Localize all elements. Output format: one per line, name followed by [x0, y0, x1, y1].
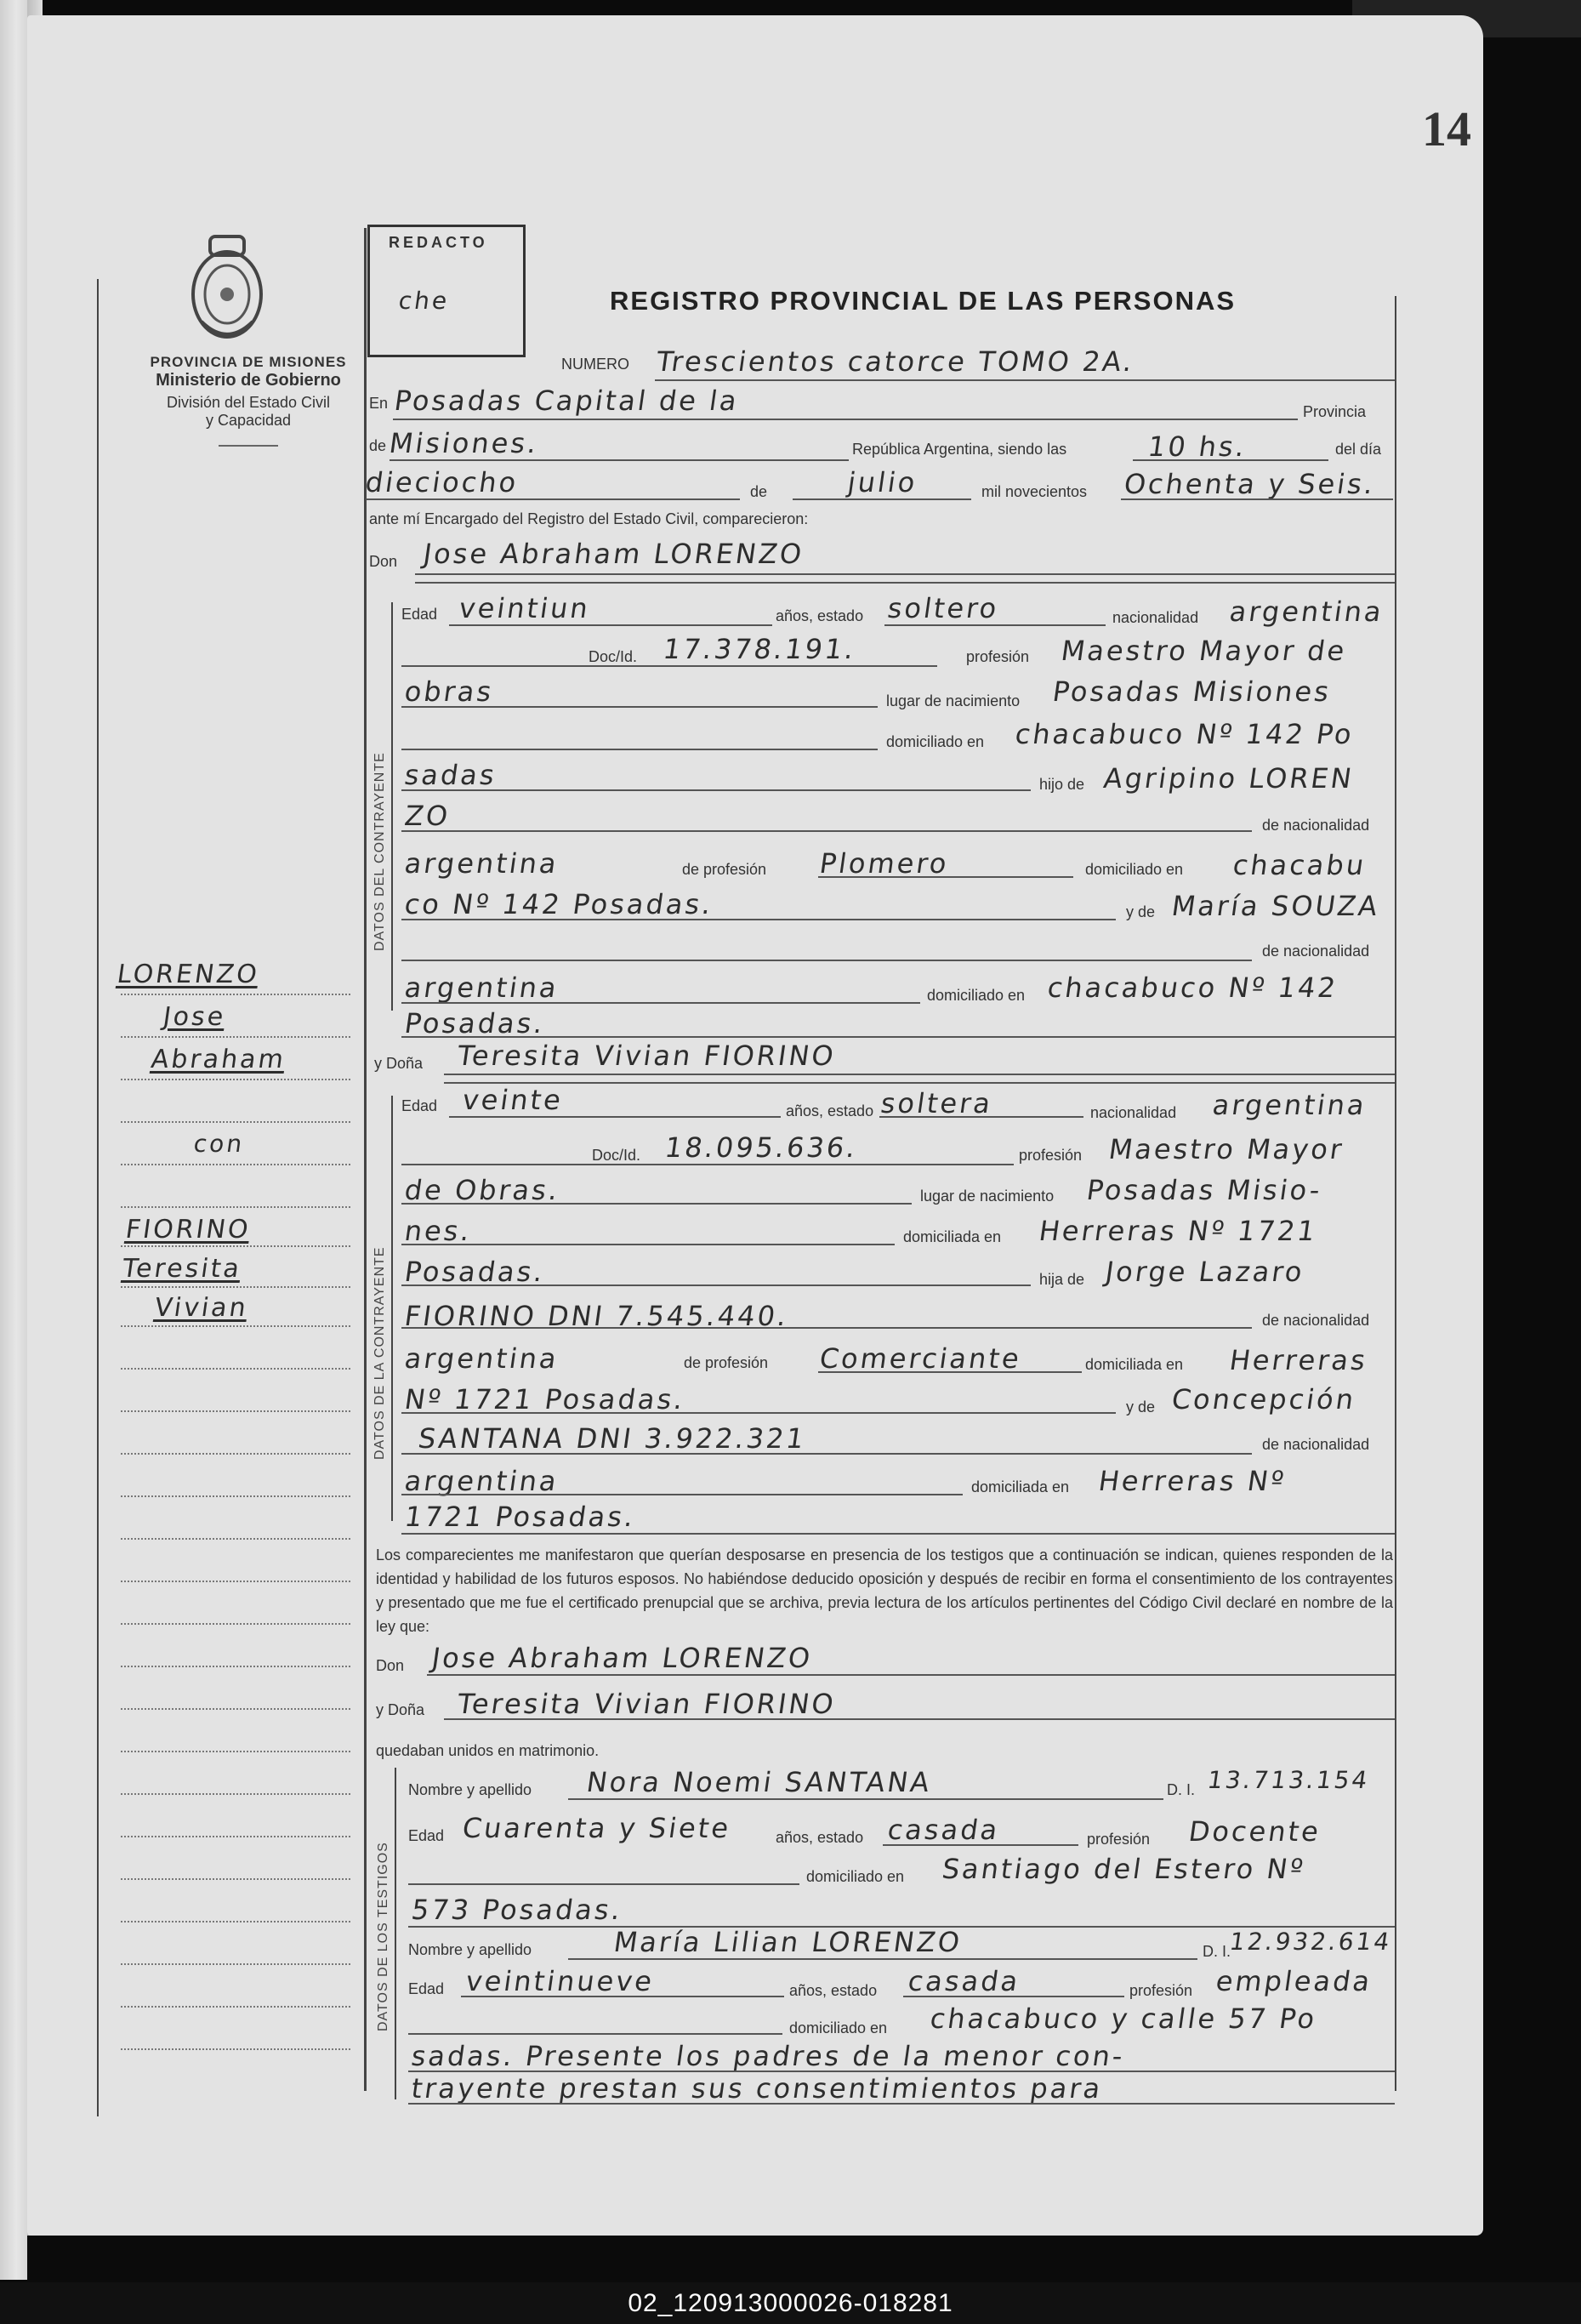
- label-nombre-apellido: Nombre y apellido: [408, 1781, 532, 1798]
- value-c2-padre-dom1: Herreras: [1227, 1344, 1370, 1376]
- value-c1-madre-nac: argentina: [402, 971, 561, 1004]
- rule: [1133, 459, 1328, 461]
- margin-line: [121, 1368, 350, 1370]
- rule: [793, 498, 971, 500]
- section-label-contrayente: DATOS DEL CONTRAYENTE: [373, 752, 387, 951]
- value-c2-padre-prof: Comerciante: [817, 1342, 1024, 1375]
- margin-line: [121, 1623, 350, 1625]
- margin-line: [121, 2006, 350, 2008]
- rule: [444, 1082, 1395, 1084]
- label-domiciliada3: domiciliada en: [971, 1478, 1070, 1495]
- rule: [408, 2103, 1395, 2105]
- ministry-line4: y Capacidad: [205, 412, 292, 429]
- label-de-nacionalidad3: de nacionalidad: [1262, 1312, 1370, 1329]
- label-de: de: [369, 437, 387, 454]
- frame-right: [1395, 296, 1396, 2091]
- margin-line: [121, 1751, 350, 1752]
- rule: [401, 1453, 1252, 1455]
- label-de-nacionalidad4: de nacionalidad: [1262, 1436, 1370, 1453]
- value-c2-madre2: SANTANA DNI 3.922.321: [416, 1422, 809, 1455]
- rule: [401, 1164, 1014, 1165]
- value-c2-madre-dom: Herreras Nº: [1096, 1465, 1288, 1497]
- rule: [401, 1412, 1116, 1414]
- value-c2-nac: argentina: [1210, 1089, 1369, 1121]
- margin-note-jose: Jose: [161, 1002, 228, 1032]
- value-c1-lugar: Posadas Misiones: [1050, 675, 1334, 708]
- label-domiciliada2: domiciliada en: [1085, 1356, 1184, 1373]
- label-edad-t1: Edad: [408, 1827, 445, 1844]
- label-di2: D. I.: [1203, 1943, 1231, 1960]
- rule: [390, 459, 849, 461]
- value-c2-dom2: Posadas.: [402, 1256, 548, 1288]
- label-anos-estado2: años, estado: [786, 1102, 874, 1119]
- value-c1-edad: veintiun: [457, 592, 593, 624]
- label-doc: Doc/Id.: [589, 648, 638, 665]
- label-y-de2: y de: [1126, 1398, 1156, 1415]
- rule: [401, 830, 1252, 832]
- value-c2-dom: Herreras Nº 1721: [1037, 1215, 1320, 1247]
- value-mes: julio: [845, 466, 920, 498]
- label-edad2: Edad: [401, 1097, 438, 1114]
- value-t1-estado: casada: [885, 1814, 1003, 1846]
- label-y-de: y de: [1126, 903, 1156, 920]
- margin-line: [121, 1836, 350, 1837]
- value-t2-prof: empleada: [1214, 1965, 1374, 1997]
- label-domiciliado: domiciliado en: [886, 733, 985, 750]
- rule: [415, 573, 1395, 575]
- rule: [427, 1674, 1395, 1676]
- rule: [401, 1533, 1395, 1535]
- margin-line: [121, 1206, 350, 1208]
- value-c1-prof2: obras: [402, 675, 496, 708]
- rule: [449, 624, 772, 626]
- rule: [1121, 498, 1393, 500]
- value-c2-estado: soltera: [879, 1087, 995, 1119]
- value-c1-madre-dom: chacabuco Nº 142: [1045, 971, 1340, 1004]
- margin-line: [121, 1666, 350, 1667]
- value-c1-padre2: ZO: [402, 800, 452, 832]
- value-t1-prof: Docente: [1186, 1815, 1323, 1848]
- value-t1-dom: Santiago del Estero Nº: [940, 1853, 1308, 1885]
- rule: [401, 665, 937, 667]
- rule: [818, 876, 1073, 878]
- value-c2-prof1: Maestro Mayor: [1106, 1133, 1346, 1165]
- margin-line: [121, 994, 350, 995]
- rule: [903, 1996, 1124, 1997]
- label-provincia: Provincia: [1303, 403, 1367, 420]
- value-c2-lugar1: Posadas Misio-: [1084, 1174, 1325, 1206]
- section-bracket: [391, 1096, 393, 1521]
- margin-line: [121, 1708, 350, 1710]
- rule: [401, 789, 1031, 791]
- label-quedaban: quedaban unidos en matrimonio.: [376, 1742, 600, 1759]
- value-c2-padre2: FIORINO DNI 7.545.440.: [402, 1300, 791, 1332]
- rule: [401, 749, 878, 750]
- label-nacionalidad: nacionalidad: [1112, 609, 1199, 626]
- rule: [818, 1371, 1082, 1373]
- ministry-line2: Ministerio de Gobierno: [156, 371, 341, 390]
- rule: [401, 960, 1252, 961]
- label-nombre-apellido2: Nombre y apellido: [408, 1941, 532, 1958]
- value-dona: Teresita Vivian FIORINO: [455, 1040, 839, 1072]
- footer-code: 02_120913000026-018281: [628, 2289, 953, 2317]
- value-t2-edad: veintinueve: [463, 1965, 657, 1997]
- value-t1-di: 13.713.154: [1205, 1766, 1372, 1794]
- redacto-label: REDACTO: [389, 234, 488, 251]
- value-provincia: Misiones.: [387, 427, 542, 459]
- legal-paragraph: Los comparecientes me manifestaron que querían desposarse en presencia de los testigos que a continuación se indican, quienes responden de la identidad y habilidad de los futuros esposos. No habiéndose deducido oposición y después de recibir en forma el consentimiento de los contrayentes y presentado que me fue el certificado prenupcial que se archiva, previa lectura de los artículos pertinentes del Código Civil declaré en nombre de la ley que:: [376, 1546, 1393, 1635]
- redacto-box: [367, 225, 526, 357]
- margin-note-vivian: Vivian: [152, 1293, 251, 1323]
- rule: [408, 1883, 799, 1885]
- value-t2-dom: chacabuco y calle 57 Po: [928, 2002, 1319, 2035]
- label-de2: de: [750, 483, 768, 500]
- label-de-profesion2: de profesión: [684, 1354, 769, 1371]
- value-c2-prof2: de Obras.: [402, 1174, 562, 1206]
- rule: [884, 624, 1106, 626]
- rule: [401, 919, 1116, 920]
- rule: [393, 419, 1298, 420]
- label-lugar-nac: lugar de nacimiento: [886, 692, 1021, 709]
- label-domiciliado-en2: domiciliado en: [1085, 861, 1184, 878]
- value-c1-padre-dom1: chacabu: [1231, 849, 1368, 881]
- value-dona2: Teresita Vivian FIORINO: [455, 1688, 839, 1720]
- rule: [883, 1844, 1078, 1846]
- value-t2-estado: casada: [906, 1965, 1023, 1997]
- ministry-line1: PROVINCIA DE MISIONES: [150, 354, 347, 370]
- value-c2-doc: 18.095.636.: [663, 1131, 861, 1164]
- label-numero: NUMERO: [561, 356, 629, 373]
- value-c1-dom1: chacabuco Nº 142 Po: [1013, 718, 1356, 750]
- label-profesion: profesión: [966, 648, 1030, 665]
- margin-line: [121, 1164, 350, 1165]
- value-c1-padre-dom2: co Nº 142 Posadas.: [402, 888, 716, 920]
- margin-line: [121, 1079, 350, 1080]
- coat-of-arms-icon: [180, 228, 274, 347]
- rule: [444, 1718, 1395, 1720]
- label-hija-de: hija de: [1039, 1271, 1085, 1288]
- rule: [415, 582, 1395, 584]
- margin-line: [121, 1581, 350, 1582]
- rule: [568, 1798, 1163, 1800]
- label-nacionalidad2: nacionalidad: [1090, 1104, 1177, 1121]
- label-del-dia: del día: [1335, 441, 1382, 458]
- value-don2: Jose Abraham LORENZO: [429, 1642, 815, 1674]
- label-don: Don: [369, 553, 398, 570]
- margin-line: [121, 2048, 350, 2050]
- label-doc2: Doc/Id.: [592, 1147, 641, 1164]
- value-c2-padre-dom2: Nº 1721 Posadas.: [402, 1383, 688, 1415]
- label-hijo-de: hijo de: [1039, 776, 1085, 793]
- label-en: En: [369, 395, 389, 412]
- margin-rule-left: [97, 279, 99, 2116]
- document-title: REGISTRO PROVINCIAL DE LAS PERSONAS: [610, 286, 1237, 316]
- value-hora: 10 hs.: [1146, 430, 1249, 463]
- document-page: [27, 15, 1483, 2236]
- value-c2-padre: Jorge Lazaro: [1103, 1256, 1307, 1288]
- value-c1-madre-dom2: Posadas.: [402, 1007, 548, 1040]
- rule: [444, 1074, 1395, 1075]
- label-anos-estado-t2: años, estado: [789, 1982, 878, 1999]
- label-ante: ante mí Encargado del Registro del Estado Civil, comparecieron:: [369, 510, 809, 527]
- value-c1-estado: soltero: [885, 592, 1002, 624]
- margin-line: [121, 1963, 350, 1965]
- margin-line: [121, 1878, 350, 1880]
- label-domiciliado-t2: domiciliado en: [789, 2019, 888, 2036]
- book-spine: [0, 0, 27, 2280]
- rule: [879, 1116, 1083, 1118]
- value-c2-edad: veinte: [460, 1084, 566, 1116]
- label-mil: mil novecientos: [981, 483, 1088, 500]
- rule: [366, 498, 740, 500]
- margin-rule-right: [364, 228, 367, 2091]
- value-dia: dieciocho: [363, 466, 521, 498]
- margin-note-con: con: [191, 1130, 247, 1158]
- ministry-header: [121, 354, 376, 447]
- value-c1-padre-prof: Plomero: [817, 847, 952, 880]
- value-t2-di: 12.932.614: [1227, 1928, 1394, 1956]
- label-republica: República Argentina, siendo las: [852, 441, 1067, 458]
- margin-line: [121, 1036, 350, 1038]
- value-t1-nombre: Nora Noemi SANTANA: [584, 1766, 935, 1798]
- value-t1-edad: Cuarenta y Siete: [460, 1812, 733, 1844]
- label-edad: Edad: [401, 606, 438, 623]
- margin-note-lorenzo: LORENZO: [115, 960, 262, 989]
- footer-bar: [0, 2282, 1581, 2324]
- value-c1-madre: María SOUZA: [1169, 890, 1382, 922]
- rule: [655, 379, 1395, 381]
- margin-line: [121, 1325, 350, 1327]
- label-don2: Don: [376, 1657, 405, 1674]
- margin-line: [121, 1245, 350, 1247]
- value-c1-doc: 17.378.191.: [661, 633, 859, 665]
- label-di: D. I.: [1167, 1781, 1196, 1798]
- label-edad-t2: Edad: [408, 1980, 445, 1997]
- label-dona2: y Doña: [376, 1701, 425, 1718]
- value-c2-padre-nac: argentina: [402, 1342, 561, 1375]
- margin-line: [121, 1538, 350, 1540]
- value-c1-nac: argentina: [1227, 595, 1386, 628]
- value-anio: Ochenta y Seis.: [1122, 468, 1378, 500]
- label-domiciliado-t1: domiciliado en: [806, 1868, 905, 1885]
- label-profesion2: profesión: [1019, 1147, 1083, 1164]
- margin-line: [121, 1495, 350, 1497]
- value-c1-padre1: Agripino LOREN: [1101, 762, 1356, 795]
- value-c2-madre: Concepción: [1169, 1383, 1358, 1415]
- rule: [408, 2033, 782, 2035]
- label-dona: y Doña: [374, 1055, 424, 1072]
- rule: [401, 1036, 1395, 1038]
- label-de-nacionalidad: de nacionalidad: [1262, 817, 1370, 834]
- label-lugar-nac2: lugar de nacimiento: [920, 1188, 1055, 1205]
- value-t2-dom3: trayente prestan sus consentimientos para: [409, 2072, 1106, 2105]
- rule: [401, 1327, 1252, 1329]
- ministry-divider: [219, 445, 278, 447]
- value-lugar: Posadas Capital de la: [392, 384, 742, 417]
- label-de-profesion: de profesión: [682, 861, 767, 878]
- label-profesion-t1: profesión: [1087, 1831, 1151, 1848]
- label-domiciliada: domiciliada en: [903, 1228, 1002, 1245]
- section-bracket: [395, 1768, 396, 2099]
- value-c1-padre-nac: argentina: [402, 847, 561, 880]
- margin-line: [121, 1921, 350, 1922]
- value-c1-prof1: Maestro Mayor de: [1059, 635, 1350, 667]
- margin-line: [121, 1121, 350, 1123]
- label-profesion-t2: profesión: [1129, 1982, 1193, 1999]
- margin-line: [121, 1453, 350, 1455]
- section-label-contrayente2: DATOS DE LA CONTRAYENTE: [373, 1246, 387, 1460]
- margin-line: [121, 1286, 350, 1288]
- rule: [461, 1996, 784, 1997]
- rule: [401, 1203, 912, 1205]
- rule: [401, 706, 878, 708]
- redacto-value: che: [396, 287, 452, 315]
- value-c2-madre-nac: argentina: [402, 1465, 561, 1497]
- margin-note-teresita: Teresita: [120, 1254, 244, 1284]
- section-label-testigos: DATOS DE LOS TESTIGOS: [376, 1842, 390, 2031]
- rule: [449, 1116, 781, 1118]
- value-don: Jose Abraham LORENZO: [421, 538, 806, 570]
- value-t1-dom2: 573 Posadas.: [409, 1894, 625, 1926]
- ministry-line3: División del Estado Civil: [166, 394, 331, 411]
- value-t2-dom2: sadas. Presente los padres de la menor con-: [409, 2040, 1128, 2072]
- rule: [401, 1244, 895, 1245]
- value-t2-nombre: María Lilian LORENZO: [611, 1926, 964, 1958]
- value-c2-lugar2: nes.: [402, 1215, 475, 1247]
- value-numero: Trescientos catorce TOMO 2A.: [654, 345, 1137, 378]
- label-domiciliado-c1: domiciliado en: [927, 987, 1026, 1004]
- rule: [568, 1958, 1197, 1960]
- margin-note-abraham: Abraham: [149, 1045, 288, 1074]
- label-anos-estado: años, estado: [776, 607, 864, 624]
- section-bracket: [391, 602, 393, 1011]
- value-c2-madre-dom2: 1721 Posadas.: [402, 1501, 639, 1533]
- page-number: 14: [1422, 101, 1471, 157]
- margin-note-fiorino: FIORINO: [123, 1215, 253, 1245]
- value-c1-dom2: sadas: [402, 759, 499, 791]
- label-de-nacionalidad2: de nacionalidad: [1262, 943, 1370, 960]
- label-anos-estado-t1: años, estado: [776, 1829, 864, 1846]
- margin-line: [121, 1793, 350, 1795]
- margin-line: [121, 1410, 350, 1412]
- rule: [401, 1494, 963, 1495]
- rule: [401, 1284, 1031, 1286]
- rule: [401, 1002, 920, 1004]
